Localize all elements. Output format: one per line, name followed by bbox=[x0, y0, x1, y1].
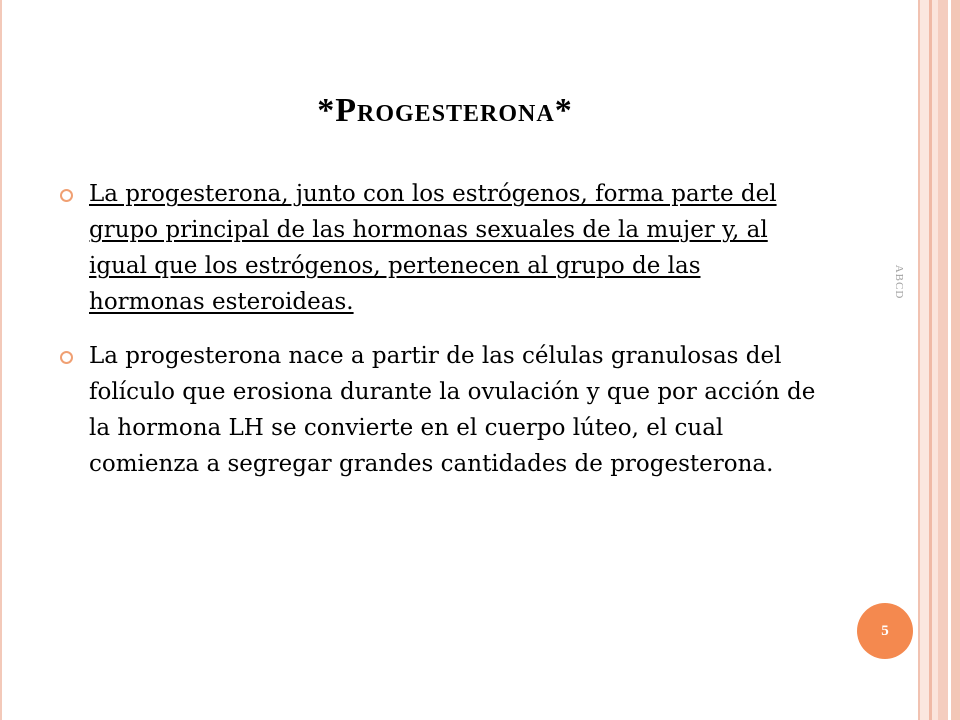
bullet-text: La progesterona nace a partir de las células granulosas del folículo que erosiona durante la ovulación y que por acción de la hormona LH se convierte en el cuerpo lúteo, el cual comienza a segregar grandes cantidades de progesterona. bbox=[89, 343, 816, 477]
hollow-circle-bullet-icon bbox=[60, 351, 73, 364]
bullet-item bbox=[60, 176, 820, 320]
side-label: ABCD bbox=[893, 264, 905, 300]
left-border-line bbox=[0, 0, 2, 720]
bullet-list bbox=[60, 176, 820, 500]
page-number-badge: 5 bbox=[857, 603, 913, 659]
bullet-item bbox=[60, 338, 820, 482]
hollow-circle-bullet-icon bbox=[60, 189, 73, 202]
right-decorative-stripes bbox=[918, 0, 960, 720]
slide-title: *Progesterona* bbox=[317, 92, 573, 129]
bullet-text: La progesterona, junto con los estrógenos, forma parte del grupo principal de las hormonas sexuales de la mujer y, al igual que los estrógenos, pertenecen al grupo de las hormonas esteroideas. bbox=[89, 181, 777, 315]
